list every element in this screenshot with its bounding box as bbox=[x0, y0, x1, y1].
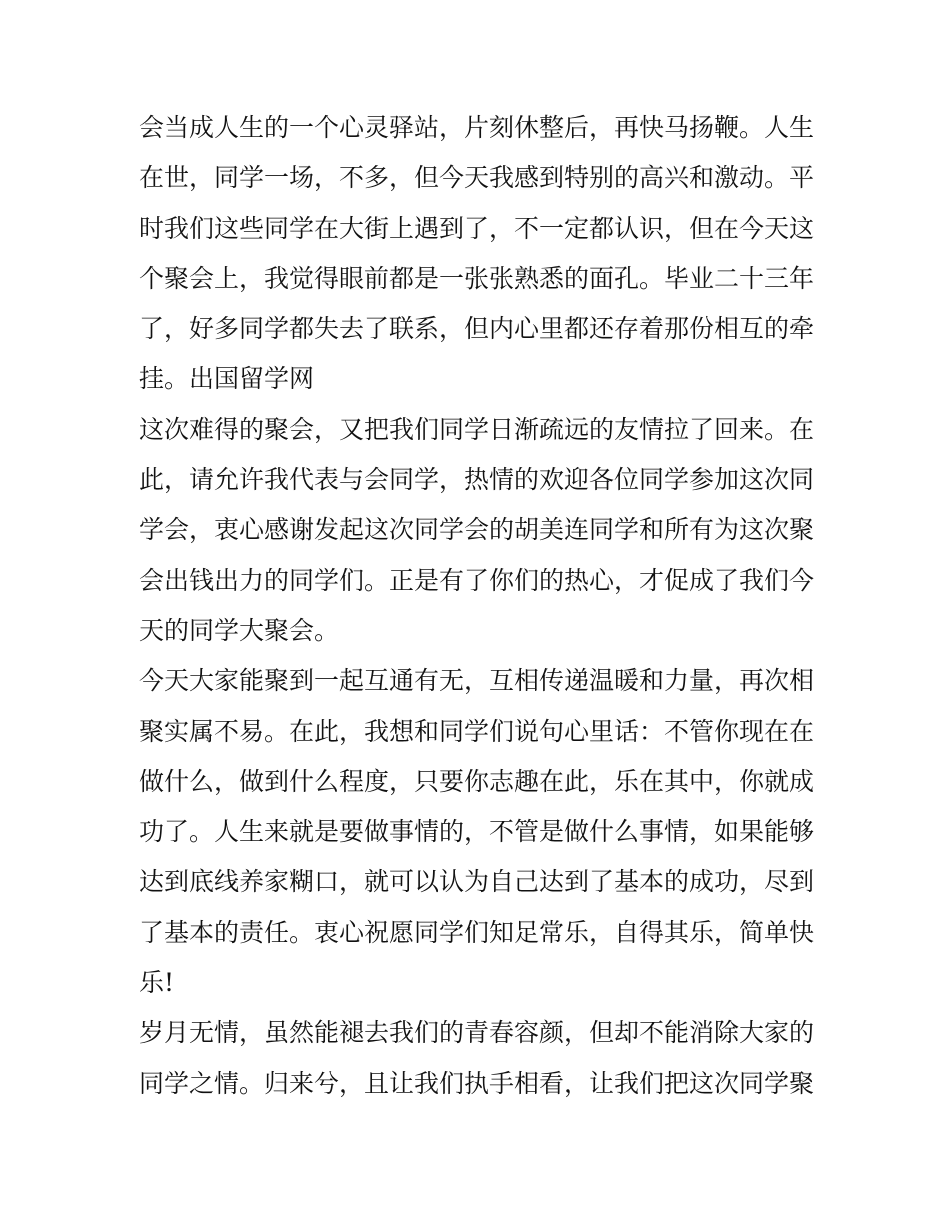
text-line: 今天大家能聚到一起互通有无，互相传递温暖和力量，再次相 bbox=[139, 666, 815, 696]
paragraph-3 bbox=[139, 656, 815, 1008]
text-line: 会出钱出力的同学们。正是有了你们的热心，才促成了我们今 bbox=[139, 565, 815, 595]
text-line: 此，请允许我代表与会同学，热情的欢迎各位同学参加这次同 bbox=[139, 465, 815, 495]
text-line: 了，好多同学都失去了联系，但内心里都还存着那份相互的牵 bbox=[139, 314, 815, 344]
text-line: 达到底线养家糊口，就可以认为自己达到了基本的成功，尽到 bbox=[139, 867, 815, 897]
text-line: 天的同学大聚会。 bbox=[139, 615, 340, 645]
text-line: 了基本的责任。衷心祝愿同学们知足常乐，自得其乐，简单快 bbox=[139, 917, 815, 947]
text-line: 做什么，做到什么程度，只要你志趣在此，乐在其中，你就成 bbox=[139, 766, 815, 796]
text-line: 时我们这些同学在大街上遇到了，不一定都认识，但在今天这 bbox=[139, 213, 815, 243]
text-line: 这次难得的聚会，又把我们同学日渐疏远的友情拉了回来。在 bbox=[139, 414, 815, 444]
text-line: 功了。人生来就是要做事情的，不管是做什么事情，如果能够 bbox=[139, 817, 815, 847]
paragraph-1 bbox=[139, 103, 815, 405]
text-line: 会当成人生的一个心灵驿站，片刻休整后，再快马扬鞭。人生 bbox=[139, 113, 815, 142]
text-line: 在世，同学一场，不多，但今天我感到特别的高兴和激动。平 bbox=[139, 163, 815, 193]
paragraph-4 bbox=[139, 1008, 815, 1109]
document-body bbox=[139, 103, 815, 1109]
text-line: 学会，衷心感谢发起这次同学会的胡美连同学和所有为这次聚 bbox=[139, 515, 815, 545]
text-line: 乐! bbox=[139, 968, 175, 998]
text-line: 挂。出国留学网 bbox=[139, 364, 315, 394]
text-line: 岁月无情，虽然能褪去我们的青春容颜，但却不能消除大家的 bbox=[139, 1018, 815, 1048]
text-line: 聚实属不易。在此，我想和同学们说句心里话：不管你现在在 bbox=[139, 716, 815, 746]
text-line: 同学之情。归来兮，且让我们执手相看，让我们把这次同学聚 bbox=[139, 1068, 815, 1098]
paragraph-2 bbox=[139, 405, 815, 656]
text-line: 个聚会上，我觉得眼前都是一张张熟悉的面孔。毕业二十三年 bbox=[139, 263, 815, 293]
